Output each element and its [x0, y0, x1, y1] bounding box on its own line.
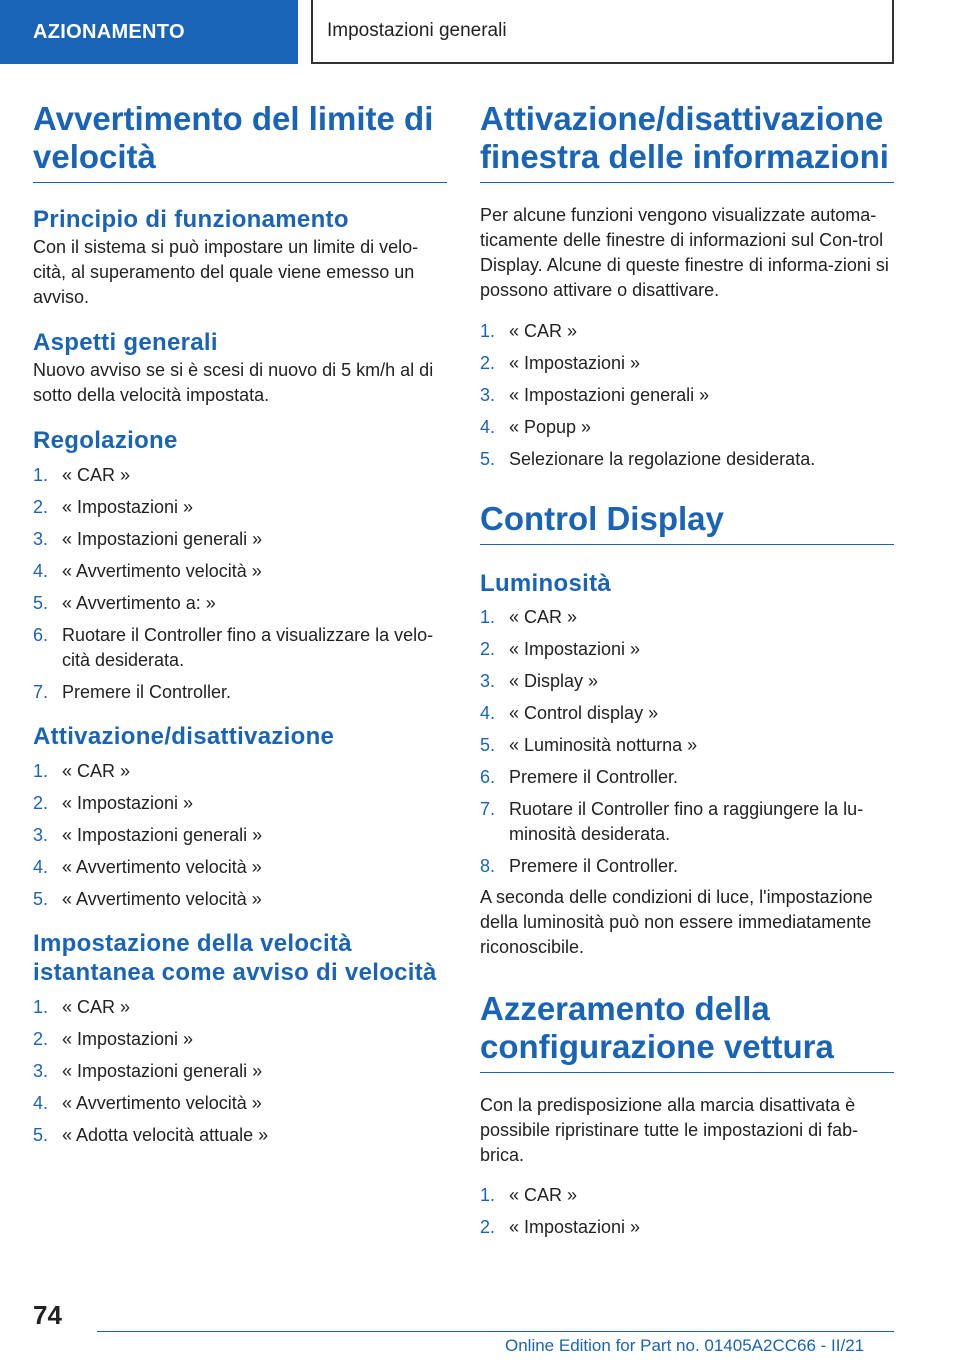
step-number: 6. — [33, 625, 49, 645]
step-number: 2. — [480, 1217, 496, 1237]
list-item — [33, 527, 447, 552]
list-item — [33, 1091, 447, 1116]
step-text: Ruotare il Controller fino a raggiungere la lu-minosità desiderata. — [509, 799, 864, 844]
step-number: 3. — [33, 825, 49, 845]
step-number: 4. — [33, 561, 49, 581]
list-item — [33, 623, 447, 673]
list-item — [480, 447, 894, 472]
list-item — [33, 887, 447, 912]
list-item — [480, 669, 894, 694]
section-header — [311, 0, 894, 64]
text-finestra: Per alcune funzioni vengono visualizzate automa-ticamente delle finestre di informazioni sul Con-trol Display. Alcune di queste finestre di informa-zioni si possono attivare o disattivare. — [480, 205, 889, 300]
step-text: « Luminosità notturna » — [509, 735, 698, 755]
step-number: 2. — [33, 497, 49, 517]
list-item — [33, 823, 447, 848]
list-item — [480, 733, 894, 758]
heading-attivazione: Attivazione/disattivazione — [33, 723, 335, 750]
note-luminosita: A seconda delle condizioni di luce, l'impostazione della luminosità può non essere immediatamente riconoscibile. — [480, 887, 873, 957]
list-item — [480, 765, 894, 790]
step-number: 3. — [33, 1061, 49, 1081]
text-aspetti: Nuovo avviso se si è scesi di nuovo di 5 km/h al di sotto della velocità impostata. — [33, 360, 434, 405]
step-number: 3. — [480, 385, 496, 405]
step-text: Ruotare il Controller fino a visualizzare la velo-cità desiderata. — [62, 625, 434, 670]
step-number: 5. — [33, 593, 49, 613]
heading-regolazione: Regolazione — [33, 427, 178, 454]
title-finestra-informazioni: Attivazione/disattivazione finestra delle informazioni — [480, 100, 894, 183]
step-text: Premere il Controller. — [509, 767, 679, 787]
step-text: « CAR » — [62, 761, 131, 781]
step-text: « CAR » — [62, 465, 131, 485]
step-number: 7. — [480, 799, 496, 819]
list-item — [480, 319, 894, 344]
step-number: 4. — [480, 417, 496, 437]
list-item — [33, 1059, 447, 1084]
list-item — [33, 680, 447, 705]
step-text: « Impostazioni » — [509, 1217, 641, 1237]
heading-luminosita: Luminosità — [480, 570, 612, 597]
step-text: « Impostazioni » — [509, 639, 641, 659]
list-item — [33, 759, 447, 784]
list-item — [480, 854, 894, 879]
step-text: Premere il Controller. — [62, 682, 232, 702]
step-number: 2. — [480, 353, 496, 373]
list-item — [480, 383, 894, 408]
step-number: 3. — [480, 671, 496, 691]
list-item — [480, 1215, 894, 1240]
right-column — [480, 100, 894, 1247]
list-item — [33, 559, 447, 584]
list-item — [480, 415, 894, 440]
text-azzeramento: Con la predisposizione alla marcia disattivata è possibile ripristinare tutte le impostazioni di fab-brica. — [480, 1095, 859, 1165]
step-text: « Impostazioni » — [62, 497, 194, 517]
list-item — [33, 855, 447, 880]
heading-impostazione: Impostazione della velocità istantanea come avviso di velocità — [33, 930, 437, 986]
step-text: « Impostazioni » — [62, 793, 194, 813]
step-text: « Popup » — [509, 417, 592, 437]
page-number: 74 — [33, 1300, 62, 1330]
left-column — [33, 100, 447, 1155]
step-text: « Adotta velocità attuale » — [62, 1125, 269, 1145]
step-number: 7. — [33, 682, 49, 702]
step-number: 2. — [480, 639, 496, 659]
list-item — [480, 797, 894, 847]
step-number: 4. — [33, 857, 49, 877]
list-item — [33, 791, 447, 816]
step-text: « CAR » — [509, 607, 578, 627]
step-text: « Avvertimento velocità » — [62, 857, 262, 877]
list-item — [33, 463, 447, 488]
list-item — [480, 637, 894, 662]
step-text: « Impostazioni generali » — [62, 1061, 263, 1081]
title-control-display: Control Display — [480, 500, 894, 545]
list-item — [33, 995, 447, 1020]
step-number: 1. — [33, 997, 49, 1017]
step-number: 2. — [33, 793, 49, 813]
step-number: 2. — [33, 1029, 49, 1049]
step-number: 5. — [480, 735, 496, 755]
steps-azzeramento — [480, 1183, 894, 1240]
step-text: « Impostazioni generali » — [62, 825, 263, 845]
chapter-tab — [0, 0, 298, 64]
step-text: Selezionare la regolazione desiderata. — [509, 449, 816, 469]
step-number: 1. — [480, 1185, 496, 1205]
footer-divider — [97, 1331, 894, 1332]
steps-regolazione — [33, 463, 447, 705]
step-text: « Impostazioni generali » — [509, 385, 710, 405]
step-number: 1. — [33, 465, 49, 485]
edition-footer: Online Edition for Part no. 01405A2CC66 - II/21 — [505, 1336, 865, 1355]
step-number: 5. — [33, 889, 49, 909]
list-item — [33, 1123, 447, 1148]
steps-luminosita — [480, 605, 894, 879]
title-azzeramento: Azzeramento della configurazione vettura — [480, 990, 894, 1073]
step-text: « Display » — [509, 671, 599, 691]
list-item — [33, 591, 447, 616]
step-text: « CAR » — [62, 997, 131, 1017]
step-text: « Avvertimento velocità » — [62, 1093, 262, 1113]
list-item — [480, 351, 894, 376]
steps-impostazione — [33, 995, 447, 1148]
list-item — [33, 495, 447, 520]
step-number: 5. — [33, 1125, 49, 1145]
steps-finestra — [480, 319, 894, 472]
step-number: 4. — [33, 1093, 49, 1113]
step-number: 5. — [480, 449, 496, 469]
step-text: « Control display » — [509, 703, 659, 723]
step-text: Premere il Controller. — [509, 856, 679, 876]
step-number: 4. — [480, 703, 496, 723]
list-item — [33, 1027, 447, 1052]
step-text: « Impostazioni generali » — [62, 529, 263, 549]
section-label: Impostazioni generali — [327, 20, 507, 41]
step-number: 1. — [33, 761, 49, 781]
steps-attivazione — [33, 759, 447, 912]
step-number: 1. — [480, 607, 496, 627]
title-speed-limit-warning: Avvertimento del limite di velocità — [33, 100, 447, 183]
step-text: « Impostazioni » — [509, 353, 641, 373]
chapter-label: AZIONAMENTO — [33, 20, 185, 43]
text-principio: Con il sistema si può impostare un limite di velo-cità, al superamento del quale viene emesso un avviso. — [33, 237, 419, 307]
list-item — [480, 701, 894, 726]
heading-principio: Principio di funzionamento — [33, 206, 349, 233]
step-number: 3. — [33, 529, 49, 549]
step-number: 8. — [480, 856, 496, 876]
step-text: « Avvertimento velocità » — [62, 889, 262, 909]
list-item — [480, 1183, 894, 1208]
step-text: « CAR » — [509, 1185, 578, 1205]
step-text: « Avvertimento velocità » — [62, 561, 262, 581]
heading-aspetti: Aspetti generali — [33, 329, 218, 356]
step-text: « CAR » — [509, 321, 578, 341]
step-number: 6. — [480, 767, 496, 787]
step-number: 1. — [480, 321, 496, 341]
step-text: « Impostazioni » — [62, 1029, 194, 1049]
step-text: « Avvertimento a: » — [62, 593, 216, 613]
list-item — [480, 605, 894, 630]
